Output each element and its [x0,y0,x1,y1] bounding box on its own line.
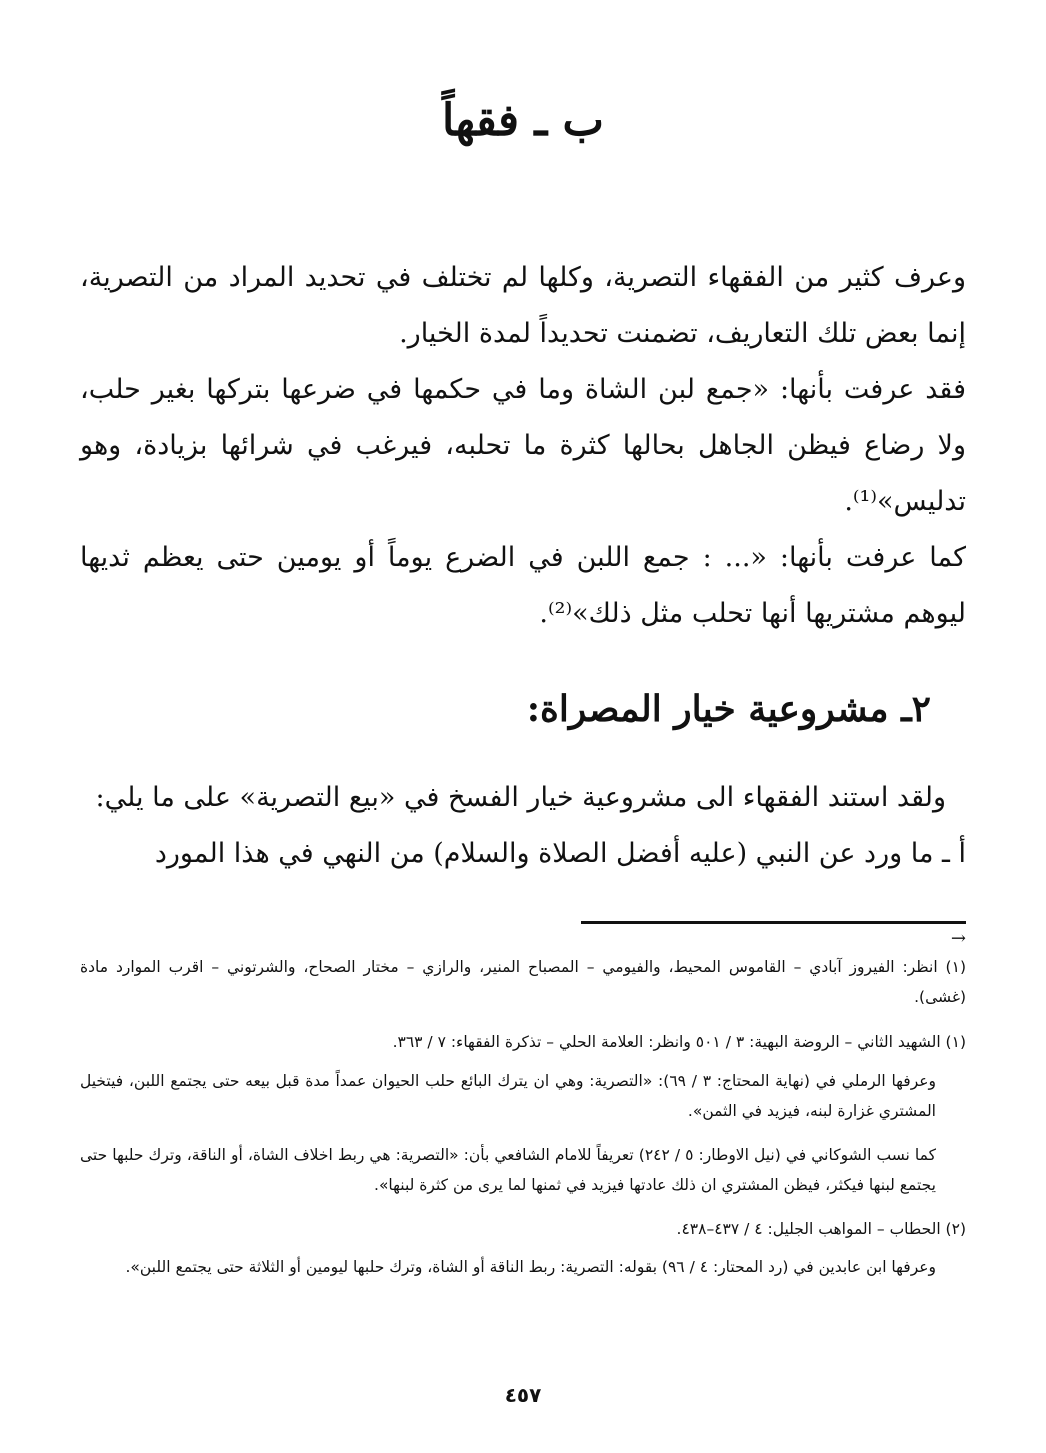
footnote-1: (١) انظر: الفيروز آبادي – القاموس المحيط، والفيومي – المصباح المنير، والرازي – مختار الصحاح، والشرتوني – اقرب الموارد مادة (غشى). [80,958,966,1006]
section-heading: ٢ـ مشروعية خيار المصراة: [526,688,931,730]
paragraph-item-a: أ ـ ما ورد عن النبي (عليه أفضل الصلاة والسلام) من النهي في هذا المورد [154,838,966,869]
page-number: ٤٥٧ [504,1383,542,1407]
paragraph-definition-1: فقد عرفت بأنها: «جمع لبن الشاة وما في حكمها في ضرعها بتركها بغير حلب، ولا رضاع فيظن الجاهل بحالها كثرة ما تحلبه، فيرغب في شرائها بزيادة، وهو تدليس»⁽¹⁾. [80,374,966,517]
footnote-3-ibn-abidin: وعرفها ابن عابدين في (رد المحتار: ٤ / ٩٦) بقوله: التصرية: ربط الناقة أو الشاة، وترك حلبها ليومين أو الثلاثة حتى يجتمع اللبن». [125,1258,936,1276]
footnote-separator [581,921,966,924]
footnote-2: (١) الشهيد الثاني – الروضة البهية: ٣ / ٥٠١ وانظر: العلامة الحلي – تذكرة الفقهاء: ٧ / ٣٦٣. [392,1033,966,1051]
footnote-2-shawkani: كما نسب الشوكاني في (نيل الاوطار: ٥ / ٢٤٢) تعريفاً للامام الشافعي بأن: «التصرية: هي ربط اخلاف الشاة، أو الناقة، وترك حلبها حتى يجتمع لبنها فيكثر، فيظن المشتري ان ذلك عادتها فيزيد في ثمنها لما يرى من كثرة لبنها». [80,1146,936,1194]
footnote-3: (٢) الحطاب – المواهب الجليل: ٤ / ٤٣٧–٤٣٨. [676,1220,966,1238]
paragraph-legitimacy: ولقد استند الفقهاء الى مشروعية خيار الفسخ في «بيع التصرية» على ما يلي: [95,782,946,813]
paragraph-definition-2: كما عرفت بأنها: «... : جمع اللبن في الضرع يوماً أو يومين حتى يعظم ثديها ليوهم مشتريها أنها تحلب مثل ذلك»⁽²⁾. [80,542,966,629]
page-title: ب ـ فقهاً [442,95,604,146]
paragraph-intro: وعرف كثير من الفقهاء التصرية، وكلها لم تختلف في تحديد المراد من التصرية، إنما بعض تلك التعاريف، تضمنت تحديداً لمدة الخيار. [80,262,966,349]
footnote-2-rameli: وعرفها الرملي في (نهاية المحتاج: ٣ / ٦٩): «التصرية: وهي ان يترك البائع حلب الحيوان عمداً مدة قبل بيعه حتى يجتمع اللبن، فيتخيل المشتري غزارة لبنه، فيزيد في الثمن». [80,1072,937,1120]
continuation-arrow-icon: → [950,928,966,949]
